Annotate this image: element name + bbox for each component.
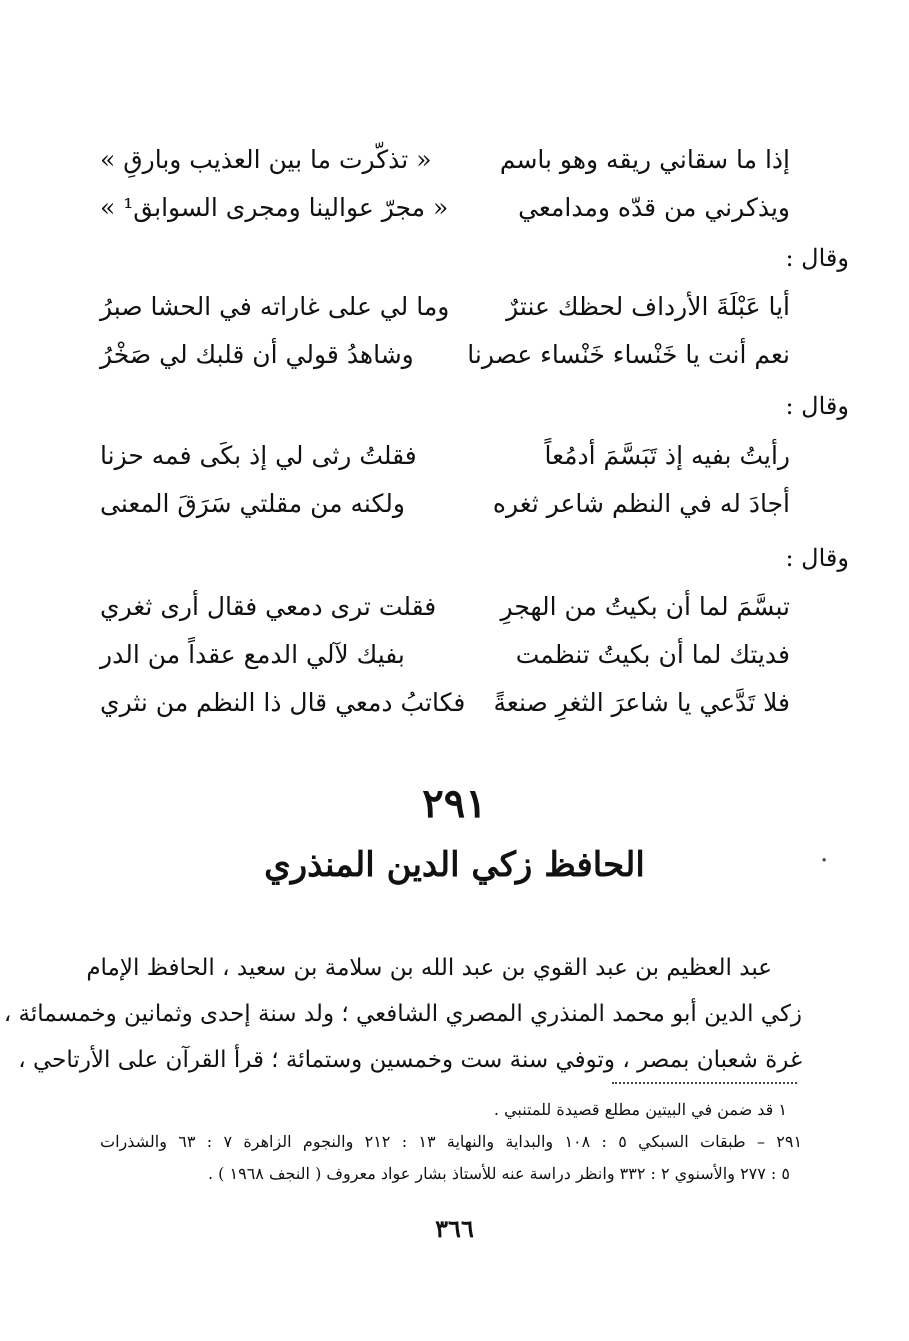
entry-title: الحافظ زكي الدين المنذري [264, 845, 645, 885]
poem-block [100, 587, 790, 731]
text-line: عبد العظيم بن عبد القوي بن عبد الله بن سلامة بن سعيد ، الحافظ الإمام [86, 955, 772, 981]
second-hemistich: بفيك لآلي الدمع عقداً من الدر [100, 640, 405, 669]
second-hemistich: وشاهدُ قولي أن قلبك لي صَخْرُ [100, 340, 414, 369]
first-hemistich: رأيتُ بفيه إذ تَبَسَّمَ أدمُعاً [544, 441, 790, 470]
biography-text [3, 945, 802, 1083]
poem-intro: وقال : [785, 544, 849, 572]
text-line: زكي الدين أبو محمد المنذري المصري الشافعي ؛ ولد سنة إحدى وثمانين وخمسمائة ، [3, 1001, 802, 1027]
second-hemistich: « تذكّرت ما بين العذيب وبارقِ » [100, 145, 432, 174]
first-hemistich: أجادَ له في النظم شاعر ثغره [492, 489, 790, 518]
footnote: ٥ : ٢٧٧ والأسنوي ٢ : ٣٣٢ وانظر دراسة عنه للأستاذ بشار عواد معروف ( النجف ١٩٦٨ ) . [208, 1164, 790, 1183]
entry-number: ٢٩١ [422, 780, 487, 827]
verse [100, 188, 790, 236]
first-hemistich: ويذكرني من قدّه ومدامعي [518, 193, 790, 222]
footnote-separator [612, 1082, 797, 1084]
print-speck: · [820, 846, 829, 876]
verse [100, 287, 790, 335]
poem-intro: وقال : [785, 244, 849, 272]
second-hemistich: « مجرّ عوالينا ومجرى السوابق¹ » [100, 193, 449, 222]
first-hemistich: إذا ما سقاني ريقه وهو باسم [499, 145, 790, 174]
verse [100, 335, 790, 383]
poem-block [100, 436, 790, 532]
text-line: غرة شعبان بمصر ، وتوفي سنة ست وخمسين وستمائة ؛ قرأ القرآن على الأرتاحي ، [18, 1047, 802, 1073]
first-hemistich: فديتك لما أن بكيتُ تنظمت [515, 640, 790, 669]
verse [100, 484, 790, 532]
footnote: ١ قد ضمن في البيتين مطلع قصيدة للمتنبي . [493, 1100, 787, 1119]
second-hemistich: فقلتُ رثى لي إذ بكَى فمه حزنا [100, 441, 417, 470]
second-hemistich: فقلت ترى دمعي فقال أرى ثغري [100, 592, 437, 621]
verse [100, 635, 790, 683]
verse [100, 140, 790, 188]
verse [100, 683, 790, 731]
poem-block [100, 287, 790, 383]
second-hemistich: فكاتبُ دمعي قال ذا النظم من نثري [100, 688, 466, 717]
page-number: ٣٦٦ [435, 1214, 474, 1243]
first-hemistich: أيا عَبْلَةَ الأرداف لحظك عنترٌ [506, 292, 790, 321]
second-hemistich: ولكنه من مقلتي سَرَقَ المعنى [100, 489, 405, 518]
second-hemistich: وما لي على غاراته في الحشا صبرُ [100, 292, 450, 321]
first-hemistich: نعم أنت يا خَنْساء خَنْساء عصرنا [467, 340, 790, 369]
footnotes [100, 1094, 802, 1190]
verse [100, 436, 790, 484]
footnote: ٢٩١ – طبقات السبكي ٥ : ١٠٨ والبداية والنهاية ١٣ : ٢١٢ والنجوم الزاهرة ٧ : ٦٣ والشذرات [100, 1132, 803, 1151]
first-hemistich: تبسَّمَ لما أن بكيتُ من الهجرِ [500, 592, 790, 621]
poem-block [100, 140, 790, 236]
first-hemistich: فلا تَدَّعي يا شاعرَ الثغرِ صنعةً [493, 688, 790, 717]
poem-intro: وقال : [785, 392, 849, 420]
verse [100, 587, 790, 635]
